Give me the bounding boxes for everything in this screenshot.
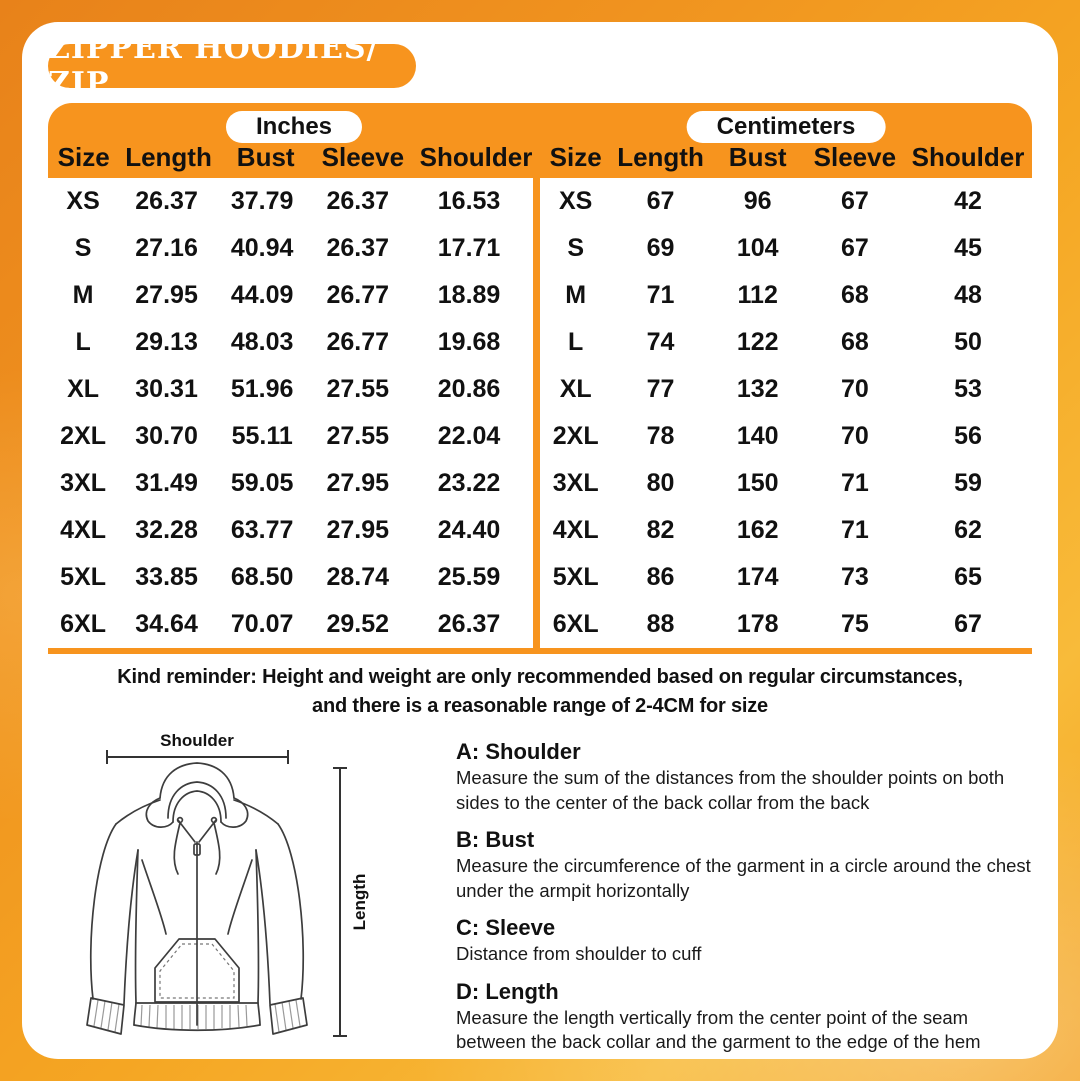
value-cell: 42 <box>954 187 982 215</box>
table-row <box>540 272 1032 319</box>
value-cell: 29.52 <box>326 610 390 638</box>
column-header: Sleeve <box>813 142 897 172</box>
value-cell: 51.96 <box>230 375 294 403</box>
guide-description: Measure the circumference of the garment in a circle around the chest under the armpit horizontally <box>456 855 1031 901</box>
value-cell: 174 <box>736 563 779 591</box>
centimeters-header <box>540 103 1032 178</box>
value-cell: 30.31 <box>135 375 198 403</box>
value-cell: 27.95 <box>326 469 390 497</box>
size-cell: 5XL <box>60 563 107 591</box>
value-cell: 18.89 <box>437 281 501 309</box>
size-cell: S <box>567 234 584 262</box>
value-cell: 69 <box>646 234 675 262</box>
column-header: Size <box>549 142 602 172</box>
value-cell: 67 <box>840 234 869 262</box>
table-row <box>48 319 532 366</box>
guide-heading: B: Bust <box>456 827 535 852</box>
table-divider-vertical <box>533 178 540 648</box>
value-cell: 29.13 <box>135 328 198 356</box>
shoulder-measure-label: Shoulder <box>160 731 234 750</box>
value-cell: 68 <box>840 281 869 309</box>
value-cell: 48.03 <box>230 328 294 356</box>
value-cell: 96 <box>743 187 772 215</box>
value-cell: 62 <box>954 516 982 544</box>
guide-heading: C: Sleeve <box>456 915 556 940</box>
value-cell: 27.55 <box>326 375 390 403</box>
size-cell: XS <box>558 187 593 215</box>
size-cell: M <box>565 281 587 309</box>
value-cell: 50 <box>954 328 982 356</box>
value-cell: 112 <box>737 281 778 309</box>
value-cell: 27.55 <box>326 422 390 450</box>
value-cell: 17.71 <box>437 234 501 262</box>
table-row <box>540 225 1032 272</box>
value-cell: 70 <box>840 422 869 450</box>
size-cell: 6XL <box>60 610 107 638</box>
value-cell: 86 <box>646 563 675 591</box>
value-cell: 22.04 <box>437 422 501 450</box>
value-cell: 26.77 <box>326 281 390 309</box>
inches-table-body <box>48 178 532 648</box>
table-row <box>540 601 1032 648</box>
size-cell: 4XL <box>60 516 107 544</box>
column-header: Bust <box>236 142 295 172</box>
value-cell: 31.49 <box>135 469 198 497</box>
value-cell: 27.95 <box>135 281 198 309</box>
value-cell: 26.37 <box>437 610 501 638</box>
kind-reminder-text <box>22 663 1058 721</box>
size-chart-card <box>22 22 1058 1059</box>
table-row <box>48 225 532 272</box>
value-cell: 59 <box>954 469 982 497</box>
value-cell: 88 <box>646 610 675 638</box>
value-cell: 23.22 <box>437 469 501 497</box>
size-cell: 2XL <box>60 422 107 450</box>
value-cell: 140 <box>736 422 779 450</box>
value-cell: 56 <box>954 422 982 450</box>
value-cell: 27.95 <box>326 516 390 544</box>
hoodie-diagram <box>72 728 417 1065</box>
centimeters-unit-label: Centimeters <box>716 113 856 140</box>
section-divider-horizontal <box>48 648 1032 654</box>
column-header: Bust <box>728 142 787 172</box>
measurement-guide <box>456 738 1041 1066</box>
value-cell: 40.94 <box>230 234 294 262</box>
value-cell: 16.53 <box>437 187 501 215</box>
value-cell: 20.86 <box>437 375 501 403</box>
column-header: Length <box>617 142 704 172</box>
value-cell: 55.11 <box>231 422 293 450</box>
guide-section-length <box>456 978 1041 1055</box>
centimeters-table-body <box>540 178 1032 648</box>
value-cell: 104 <box>736 234 779 262</box>
value-cell: 70.07 <box>230 610 294 638</box>
value-cell: 28.74 <box>326 563 390 591</box>
inches-unit-label: Inches <box>255 113 333 140</box>
value-cell: 150 <box>736 469 779 497</box>
guide-heading: A: Shoulder <box>456 739 581 764</box>
value-cell: 178 <box>736 610 779 638</box>
size-cell: 4XL <box>552 516 599 544</box>
size-cell: 6XL <box>552 610 599 638</box>
value-cell: 30.70 <box>135 422 198 450</box>
table-row <box>48 178 532 225</box>
guide-section-sleeve <box>456 914 1041 967</box>
size-cell: XL <box>67 375 100 403</box>
column-header: Shoulder <box>911 142 1025 172</box>
value-cell: 33.85 <box>135 563 198 591</box>
value-cell: 74 <box>646 328 675 356</box>
table-row <box>48 460 532 507</box>
value-cell: 65 <box>954 563 982 591</box>
table-row <box>48 601 532 648</box>
table-row <box>540 554 1032 601</box>
title-badge-label: ZIPPER HOODIES/ ZIP <box>48 31 379 101</box>
guide-description: Measure the sum of the distances from the shoulder points on both sides to the center of the back collar from the back <box>456 767 1005 813</box>
value-cell: 67 <box>646 187 675 215</box>
value-cell: 34.64 <box>135 610 198 638</box>
value-cell: 19.68 <box>437 328 501 356</box>
size-cell: L <box>75 328 91 356</box>
value-cell: 132 <box>736 375 779 403</box>
reminder-line-2: and there is a reasonable range of 2-4CM for size <box>312 695 768 717</box>
guide-description: Distance from shoulder to cuff <box>456 943 702 964</box>
value-cell: 71 <box>840 469 869 497</box>
size-cell: 3XL <box>60 469 107 497</box>
inches-column-headers <box>48 142 540 173</box>
value-cell: 75 <box>840 610 869 638</box>
value-cell: 26.37 <box>135 187 198 215</box>
centimeters-unit-pill <box>687 111 886 143</box>
guide-description: Measure the length vertically from the center point of the seam between the back collar and the garment to the edge of the hem <box>456 1006 981 1052</box>
table-row <box>540 319 1032 366</box>
inches-unit-pill <box>226 111 362 143</box>
hoodie-line-drawing <box>72 728 417 1065</box>
value-cell: 26.37 <box>326 234 390 262</box>
title-badge <box>48 31 416 101</box>
table-header-band <box>48 103 1032 178</box>
size-cell: L <box>568 328 584 356</box>
value-cell: 27.16 <box>135 234 198 262</box>
value-cell: 63.77 <box>230 516 294 544</box>
column-header: Sleeve <box>321 142 405 172</box>
table-row <box>48 366 532 413</box>
size-cell: XS <box>66 187 100 215</box>
value-cell: 73 <box>840 563 869 591</box>
size-cell: XL <box>559 375 592 403</box>
reminder-line-1: Kind reminder: Height and weight are only recommended based on regular circumstances, <box>117 666 963 688</box>
value-cell: 67 <box>840 187 869 215</box>
table-row <box>48 413 532 460</box>
table-row <box>48 507 532 554</box>
table-row <box>540 413 1032 460</box>
guide-section-shoulder <box>456 738 1041 815</box>
value-cell: 122 <box>736 328 779 356</box>
length-measure-label: Length <box>350 873 369 931</box>
size-cell: 5XL <box>552 563 599 591</box>
centimeters-column-headers <box>540 142 1032 173</box>
table-row <box>48 272 532 319</box>
value-cell: 24.40 <box>437 516 501 544</box>
value-cell: 71 <box>646 281 675 309</box>
value-cell: 32.28 <box>135 516 198 544</box>
size-cell: M <box>72 281 94 309</box>
value-cell: 70 <box>840 375 869 403</box>
table-row <box>540 507 1032 554</box>
size-cell: 3XL <box>552 469 599 497</box>
value-cell: 68.50 <box>230 563 294 591</box>
value-cell: 53 <box>954 375 982 403</box>
size-cell: 2XL <box>552 422 599 450</box>
size-cell: S <box>74 234 92 262</box>
value-cell: 68 <box>840 328 869 356</box>
value-cell: 78 <box>646 422 675 450</box>
table-row <box>48 554 532 601</box>
value-cell: 48 <box>954 281 982 309</box>
value-cell: 162 <box>736 516 779 544</box>
value-cell: 77 <box>646 375 675 403</box>
guide-heading: D: Length <box>456 978 559 1004</box>
value-cell: 26.77 <box>326 328 390 356</box>
column-header: Length <box>125 142 212 172</box>
value-cell: 45 <box>954 234 982 262</box>
value-cell: 67 <box>954 610 982 638</box>
value-cell: 37.79 <box>230 187 294 215</box>
table-row <box>540 178 1032 225</box>
inches-header <box>48 103 540 178</box>
guide-section-bust <box>456 826 1041 903</box>
value-cell: 26.37 <box>326 187 390 215</box>
value-cell: 25.59 <box>437 563 501 591</box>
table-row <box>540 366 1032 413</box>
value-cell: 80 <box>646 469 675 497</box>
value-cell: 71 <box>840 516 869 544</box>
column-header: Size <box>57 142 110 172</box>
value-cell: 59.05 <box>230 469 294 497</box>
value-cell: 82 <box>646 516 675 544</box>
value-cell: 44.09 <box>230 281 294 309</box>
table-row <box>540 460 1032 507</box>
column-header: Shoulder <box>419 142 533 172</box>
